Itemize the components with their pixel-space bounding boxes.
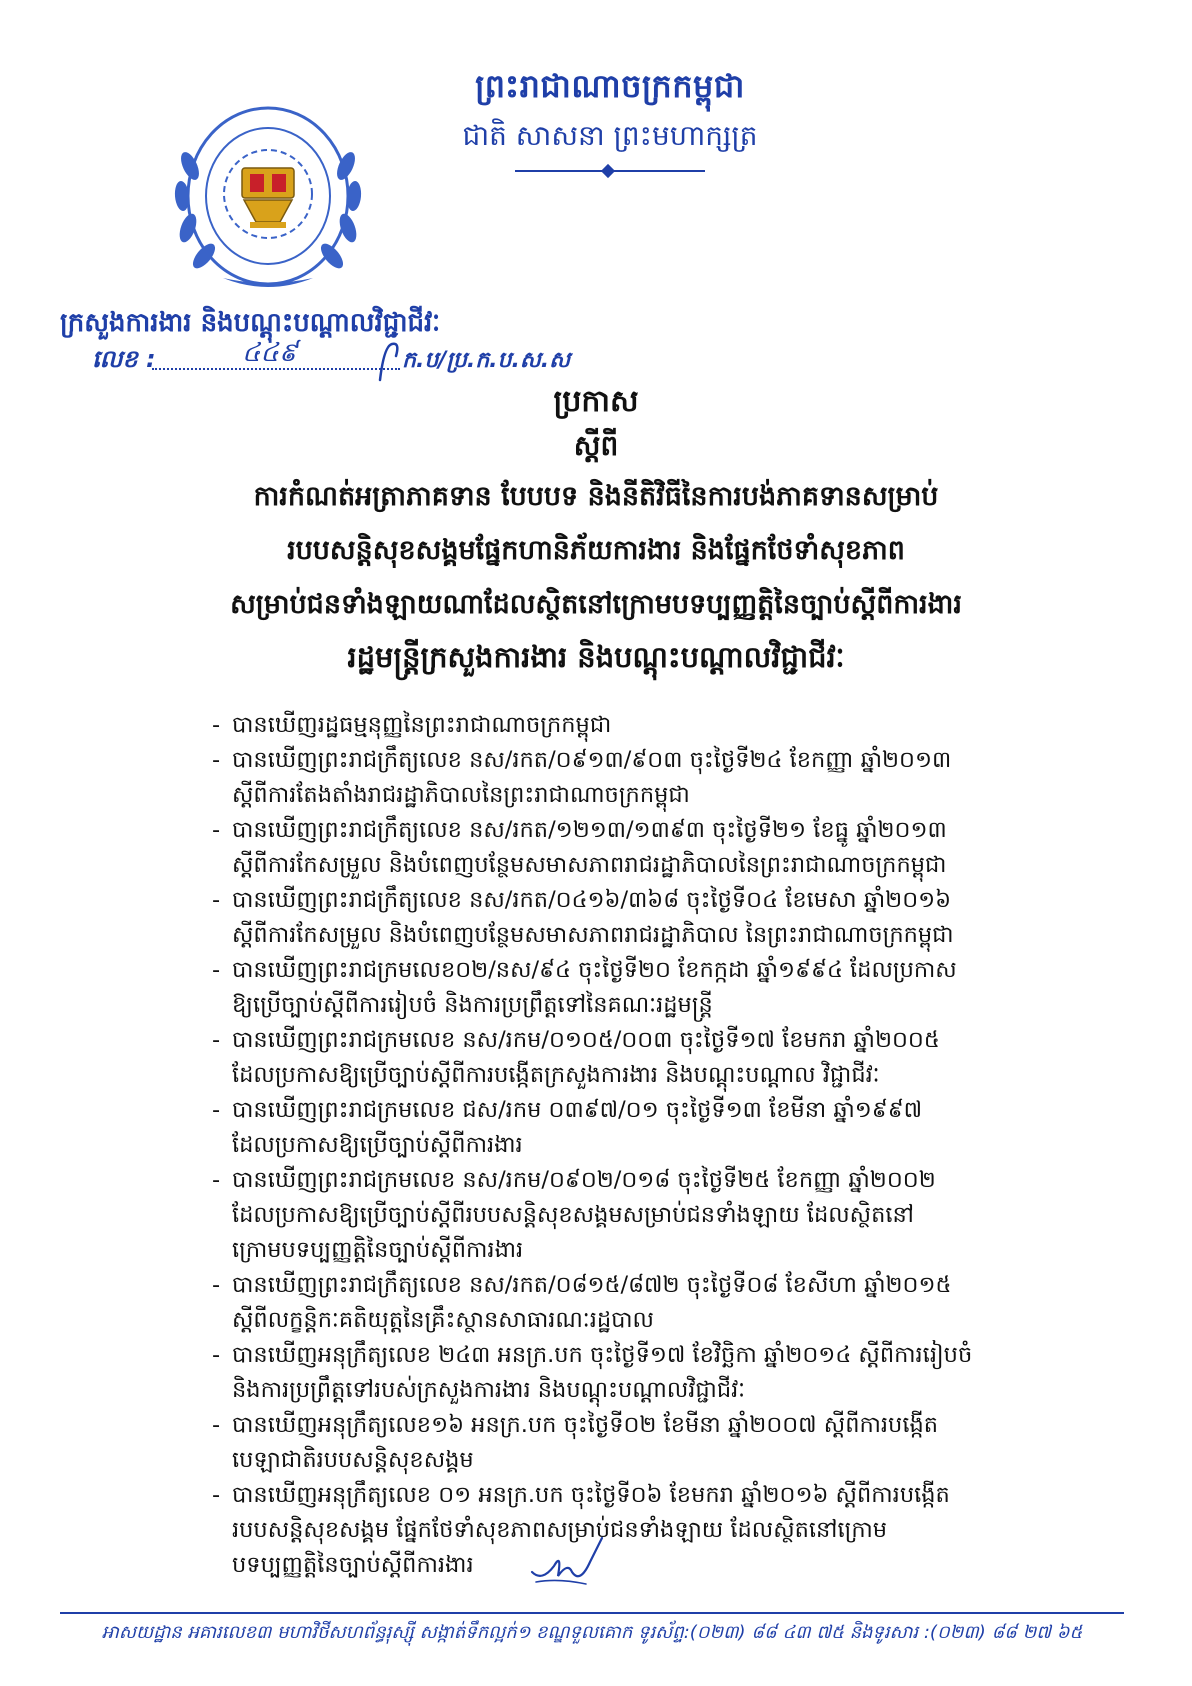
preamble-line: បានឃើញព្រះរាជក្រមលេខ០២/នស/៩៤ ចុះថ្ងៃទី២០ ខែកក្កដា ឆ្នាំ១៩៩៤ ដែលប្រកាស	[232, 957, 957, 983]
preamble-line: របបសន្តិសុខសង្គម ផ្នែកថែទាំសុខភាពសម្រាប់ជនទាំងឡាយ ដែលស្ថិតនៅក្រោម	[232, 1517, 888, 1543]
preamble-item	[212, 1268, 1072, 1338]
preamble-item	[212, 953, 1072, 1023]
document-subject	[100, 470, 1092, 632]
issuing-ministry: ក្រសួងការងារ និងបណ្តុះបណ្តាលវិជ្ជាជីវៈ	[60, 308, 441, 338]
preamble-line: បានឃើញព្រះរាជក្រឹត្យលេខ នស/រកត/០៩១៣/៩០៣ ចុះថ្ងៃទី២៤ ខែកញ្ញា ឆ្នាំ២០១៣	[232, 747, 952, 773]
reference-number	[92, 338, 572, 384]
document-type: ប្រកាស	[553, 384, 639, 419]
bullet-dash: -	[212, 957, 221, 983]
bullet-dash: -	[212, 817, 221, 843]
ministry-logo	[168, 96, 368, 296]
preamble-item	[212, 883, 1072, 953]
preamble-line: បានឃើញព្រះរាជក្រឹត្យលេខ នស/រកត/០៨១៥/៨៧២ ចុះថ្ងៃទី០៨ ខែសីហា ឆ្នាំ២០១៥	[232, 1272, 952, 1298]
preamble-item	[212, 1163, 1072, 1268]
preamble-line: បានឃើញអនុក្រឹត្យលេខ ០១ អនក្រ.បក ចុះថ្ងៃទី០៦ ខែមករា ឆ្នាំ២០១៦ ស្តីពីការបង្កើត	[232, 1482, 950, 1508]
preamble-item	[212, 1093, 1072, 1163]
preamble-item	[212, 1023, 1072, 1093]
footer-divider	[60, 1612, 1124, 1614]
subject-line: ការកំណត់អត្រាភាគទាន បែបបទ និងនីតិវិធីនៃការបង់ភាគទានសម្រាប់	[253, 481, 939, 512]
bullet-dash: -	[212, 1097, 221, 1123]
preamble-item	[212, 708, 1072, 743]
preamble-line: ស្តីពីការកែសម្រួល និងបំពេញបន្ថែមសមាសភាពរាជរដ្ឋាភិបាល នៃព្រះរាជាណាចក្រកម្ពុជា	[232, 922, 954, 948]
bullet-dash: -	[212, 887, 221, 913]
national-motto: ជាតិ សាសនា ព្រះមហាក្សត្រ	[462, 119, 758, 152]
preamble-list	[212, 708, 1072, 1583]
kingdom-heading: ព្រះរាជាណាចក្រកម្ពុជា	[475, 67, 745, 105]
bullet-dash: -	[212, 1412, 221, 1438]
preamble-line: ក្រោមបទប្បញ្ញត្តិនៃច្បាប់ស្តីពីការងារ	[232, 1237, 524, 1263]
preamble-line: ស្តីពីការកែសម្រួល និងបំពេញបន្ថែមសមាសភាពរាជរដ្ឋាភិបាលនៃព្រះរាជាណាចក្រកម្ពុជា	[232, 852, 947, 878]
bullet-dash: -	[212, 1482, 221, 1508]
preamble-item	[212, 1338, 1072, 1408]
preamble-item	[212, 1478, 1072, 1583]
bullet-dash: -	[212, 1027, 221, 1053]
preamble-line: បទប្បញ្ញត្តិនៃច្បាប់ស្តីពីការងារ	[232, 1552, 474, 1578]
concerning-heading: ស្តីពី	[573, 429, 619, 462]
preamble-line: បានឃើញរដ្ឋធម្មនុញ្ញនៃព្រះរាជាណាចក្រកម្ពុជា	[232, 712, 612, 738]
preamble-line: ដែលប្រកាសឱ្យប្រើច្បាប់ស្តីពីការងារ	[232, 1132, 523, 1158]
preamble-line: ស្តីពីការតែងតាំងរាជរដ្ឋាភិបាលនៃព្រះរាជាណាចក្រកម្ពុជា	[232, 782, 690, 808]
reference-code: ក.ប/ប្រ.ក.ប.ស.ស	[402, 348, 571, 373]
motto-ornament	[515, 170, 705, 172]
preamble-line: បានឃើញព្រះរាជក្រមលេខ នស/រកម/០៩០២/០១៨ ចុះថ្ងៃទី២៥ ខែកញ្ញា ឆ្នាំ២០០២	[232, 1167, 936, 1193]
bullet-dash: -	[212, 747, 221, 773]
preamble-line: ដែលប្រកាសឱ្យប្រើច្បាប់ស្តីពីរបបសន្តិសុខសង្គមសម្រាប់ជនទាំងឡាយ ដែលស្ថិតនៅ	[232, 1202, 914, 1228]
bullet-dash: -	[212, 712, 221, 738]
reference-label: លេខ :	[92, 345, 156, 373]
initial-signature	[528, 1532, 608, 1588]
preamble-item	[212, 743, 1072, 813]
preamble-line: បានឃើញព្រះរាជក្រមលេខ នស/រកម/០១០៥/០០៣ ចុះថ្ងៃទី១៧ ខែមករា ឆ្នាំ២០០៥	[232, 1027, 940, 1053]
footer-address: អាសយដ្ឋាន អគារលេខ៣ មហាវិថីសហព័ន្ធរុស្ស៊ី សង្កាត់ទឹកល្អក់១ ខណ្ឌទួលគោក ទូរស័ព្ទ:(០២៣) ៨៨ ៤៣ ៧៥ និងទូរសារ :(០២៣) ៨៨ ២៧ ៦៥	[101, 1622, 1083, 1643]
preamble-line: ឱ្យប្រើច្បាប់ស្តីពីការរៀបចំ និងការប្រព្រឹត្តទៅនៃគណៈរដ្ឋមន្ត្រី	[232, 992, 713, 1018]
preamble-line: បានឃើញអនុក្រឹត្យលេខ១៦ អនក្រ.បក ចុះថ្ងៃទី០២ ខែមីនា ឆ្នាំ២០០៧ ស្តីពីការបង្កើត	[232, 1412, 939, 1438]
preamble-line: បានឃើញអនុក្រឹត្យលេខ ២៤៣ អនក្រ.បក ចុះថ្ងៃទី១៧ ខែវិច្ឆិកា ឆ្នាំ២០១៤ ស្តីពីការរៀបចំ	[232, 1342, 973, 1368]
preamble-line: បានឃើញព្រះរាជក្រឹត្យលេខ នស/រកត/១២១៣/១៣៩៣ ចុះថ្ងៃទី២១ ខែធ្នូ ឆ្នាំ២០១៣	[232, 817, 947, 843]
preamble-line: បានឃើញព្រះរាជក្រឹត្យលេខ នស/រកត/០៤១៦/៣៦៨ ចុះថ្ងៃទី០៤ ខែមេសា ឆ្នាំ២០១៦	[232, 887, 952, 913]
preamble-line: បានឃើញព្រះរាជក្រមលេខ ជស/រកម ០៣៩៧/០១ ចុះថ្ងៃទី១៣ ខែមីនា ឆ្នាំ១៩៩៧	[232, 1097, 923, 1123]
reference-handwritten-number: ៤៤៩	[242, 338, 298, 368]
bullet-dash: -	[212, 1167, 221, 1193]
preamble-item	[212, 1408, 1072, 1478]
preamble-item	[212, 813, 1072, 883]
bullet-dash: -	[212, 1342, 221, 1368]
minister-heading: រដ្ឋមន្ត្រីក្រសួងការងារ និងបណ្តុះបណ្តាលវិជ្ជាជីវៈ	[347, 640, 845, 674]
bullet-dash: -	[212, 1272, 221, 1298]
preamble-line: ដែលប្រកាសឱ្យប្រើច្បាប់ស្តីពីការបង្កើតក្រសួងការងារ និងបណ្តុះបណ្តាល វិជ្ជាជីវៈ	[232, 1062, 880, 1088]
subject-line: របបសន្តិសុខសង្គមផ្នែកហានិភ័យការងារ និងផ្នែកថែទាំសុខភាព	[287, 535, 905, 566]
preamble-line: ស្តីពីលក្ខន្តិកៈគតិយុត្តនៃគ្រឹះស្ថានសាធារណៈរដ្ឋបាល	[232, 1307, 654, 1333]
preamble-line: និងការប្រព្រឹត្តទៅរបស់ក្រសួងការងារ និងបណ្តុះបណ្តាលវិជ្ជាជីវៈ	[232, 1377, 746, 1403]
subject-line: សម្រាប់ជនទាំងឡាយណាដែលស្ថិតនៅក្រោមបទប្បញ្ញត្តិនៃច្បាប់ស្តីពីការងារ	[230, 589, 962, 620]
preamble-line: បេឡាជាតិរបបសន្តិសុខសង្គម	[232, 1447, 474, 1473]
